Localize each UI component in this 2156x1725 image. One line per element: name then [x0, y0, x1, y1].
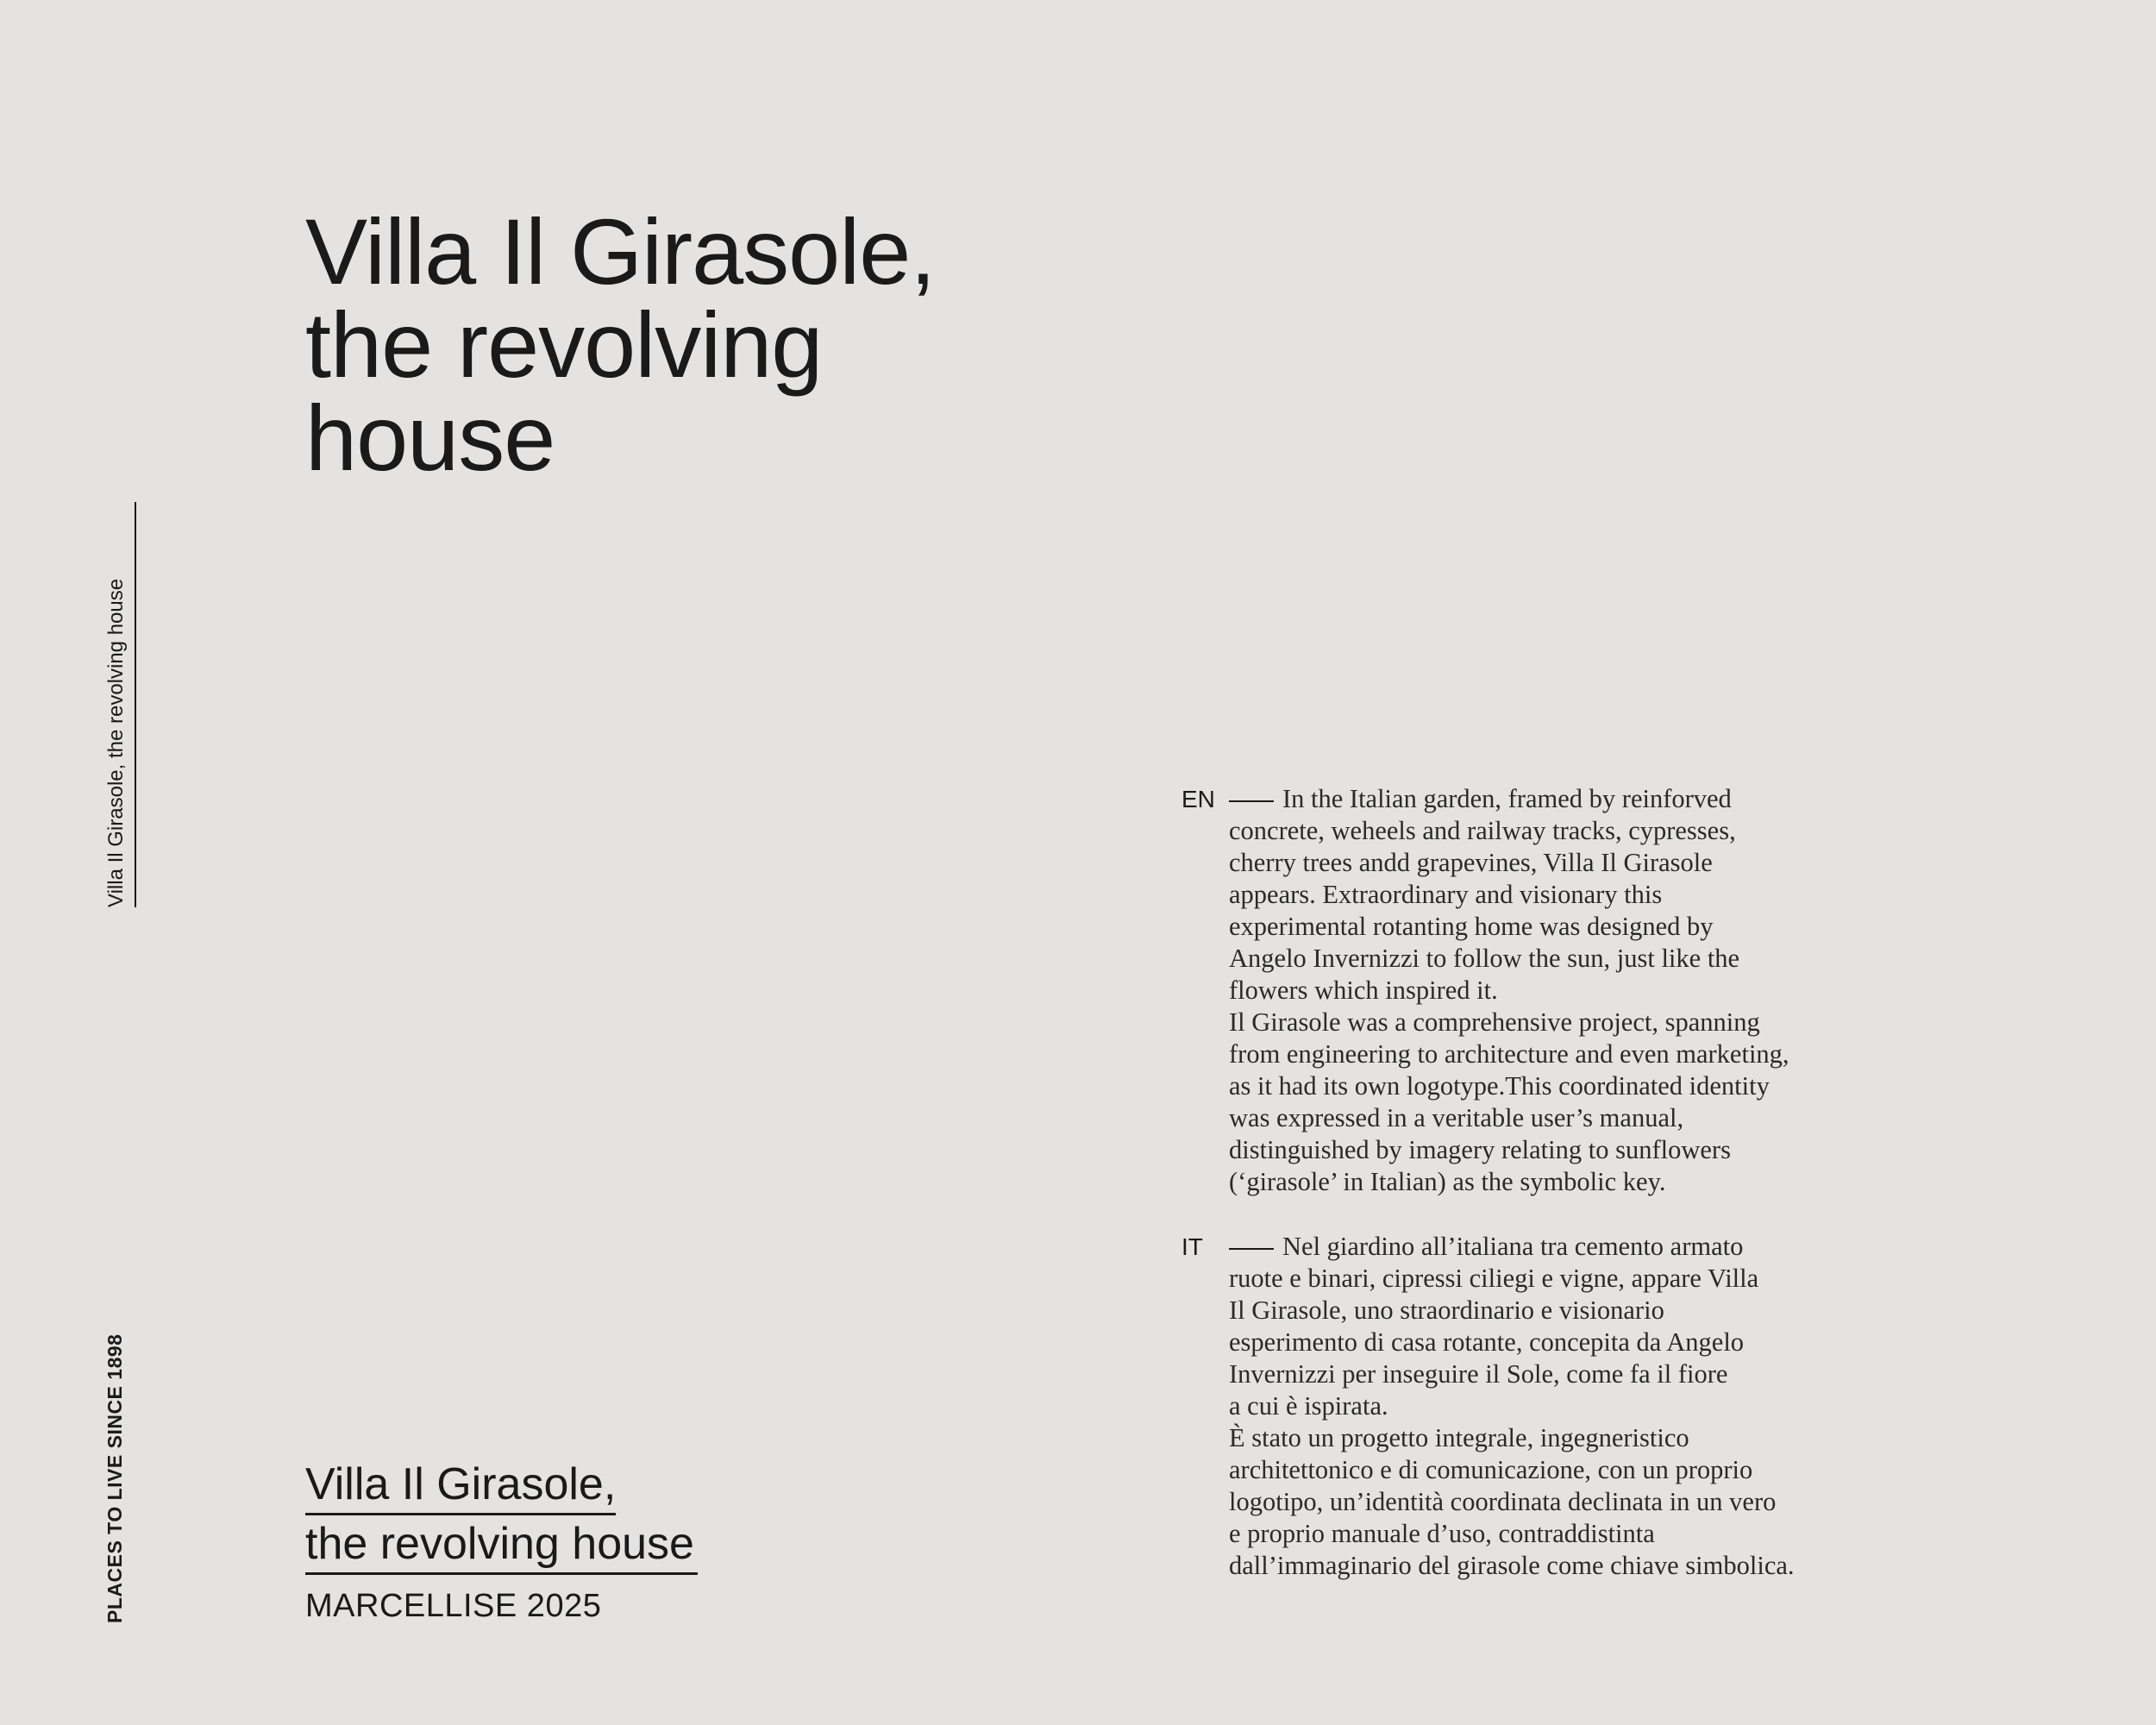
main-title: [305, 199, 936, 490]
footer-subtitle: MARCELLISE 2025: [305, 1588, 602, 1624]
english-paragraph-1: [1229, 783, 1919, 1007]
language-code-it: IT: [1181, 1233, 1203, 1260]
language-code-en: EN: [1181, 786, 1215, 812]
footer-block: [305, 1458, 698, 1625]
spine-tagline: PLACES TO LIVE SINCE 1898: [103, 1333, 126, 1623]
footer-title-line-2: the revolving house: [305, 1517, 698, 1575]
italian-paragraph-1: [1229, 1231, 1919, 1422]
spine-title: Villa Il Girasole, the revolving house: [103, 502, 136, 907]
dash-divider: [1229, 1248, 1274, 1250]
italian-paragraph-1-text: Nel giardino all’italiana tra cemento armato ruote e binari, cipressi ciliegi e vigne, appare Villa Il Girasole, uno straordinario e visionario esperimento di casa rotante, concepita da Angelo Invernizzi per inseguire il Sole, come fa il fiore a cui è ispirata.: [1229, 1232, 1759, 1421]
italian-text: [1229, 1231, 1919, 1582]
english-text: [1229, 783, 1919, 1198]
english-paragraph-1-text: In the Italian garden, framed by reinforved concrete, weheels and railway tracks, cypresses, cherry trees andd grapevines, Villa Il Girasole appears. Extraordinary and visionary this experimental rotanting home was designed by Angelo Invernizzi to follow the sun, just like the flowers which inspired it.: [1229, 784, 1740, 1005]
dash-divider: [1229, 800, 1274, 802]
footer-title-line-1: Villa Il Girasole,: [305, 1458, 616, 1515]
main-title-line-2: the revolving: [305, 292, 823, 397]
main-title-line-3: house: [305, 386, 555, 490]
italian-paragraph-2: È stato un progetto integrale, ingegneristico architettonico e di comunicazione, con un proprio logotipo, un’identità coordinata declinata in un vero e proprio manuale d’uso, contraddistinta dall’immaginario del girasole come chiave simbolica.: [1229, 1423, 1795, 1580]
main-title-line-1: Villa Il Girasole,: [305, 199, 936, 304]
english-paragraph-2: Il Girasole was a comprehensive project, spanning from engineering to architecture and even marketing, as it had its own logotype.This coordinated identity was expressed in a veritable user’s manual, distinguished by imagery relating to sunflowers (‘girasole’ in Italian) as the symbolic key.: [1229, 1007, 1789, 1196]
